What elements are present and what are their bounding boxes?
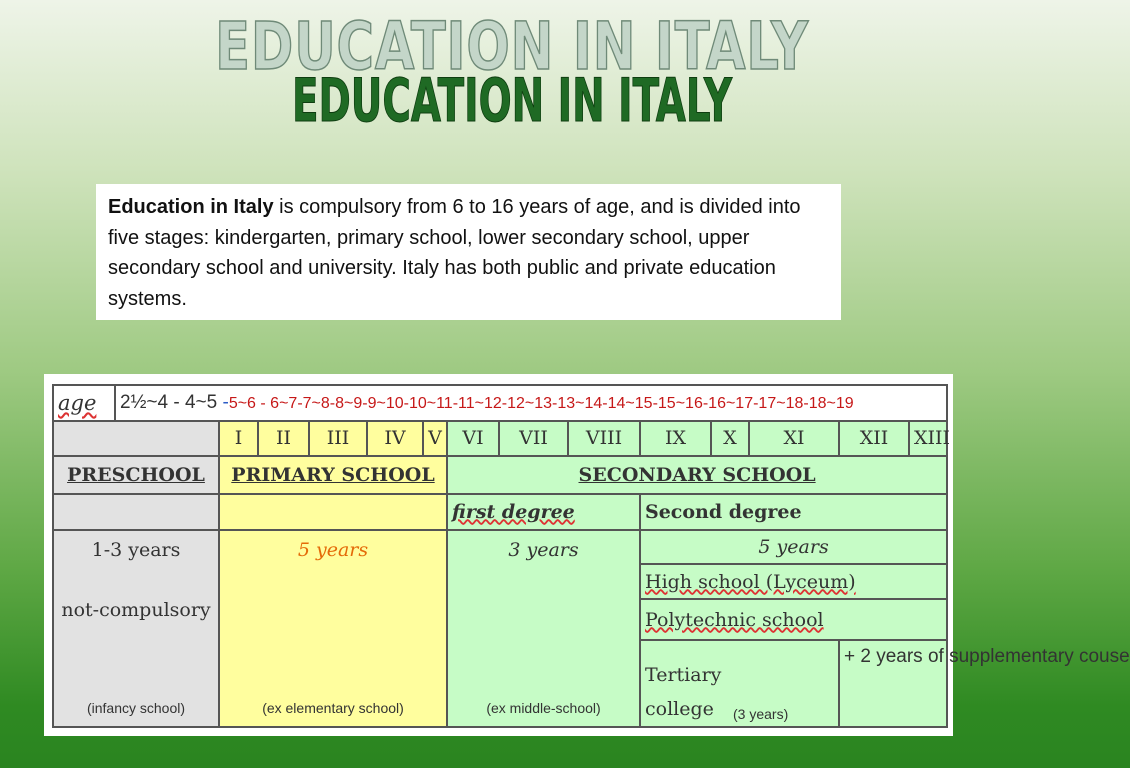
year-XII: XII xyxy=(839,421,909,456)
primary-duration: 5 years xyxy=(297,538,369,561)
education-table xyxy=(52,384,1130,728)
preschool-years: 1-3 years xyxy=(91,538,181,561)
intro-bold: Education in Italy xyxy=(108,196,274,218)
preschool-header: PRESCHOOL xyxy=(53,456,219,494)
intro-text: is compulsory from 6 to 16 years of age, and is divided into five stages: kindergarten, primary school, lower secondary school, upper secondary school and university. Italy has both public and private education systems. xyxy=(108,196,801,310)
primary-details xyxy=(219,530,447,727)
primary-school-header: PRIMARY SCHOOL xyxy=(219,456,447,494)
education-table-frame xyxy=(44,374,1130,736)
year-I: I xyxy=(219,421,258,456)
preschool-details xyxy=(53,530,219,727)
year-IV: IV xyxy=(367,421,423,456)
first-degree-duration: 3 years xyxy=(508,538,579,561)
year-X: X xyxy=(711,421,749,456)
page-title: EDUCATION IN ITALY xyxy=(291,66,733,136)
age-dash: - xyxy=(217,391,229,413)
age-label-cell xyxy=(53,385,115,421)
intro-box xyxy=(96,184,841,320)
tertiary-label: Tertiary college xyxy=(645,664,722,720)
second-degree-duration: 5 years xyxy=(640,530,947,565)
first-degree-details xyxy=(447,530,640,727)
ex-elementary: (ex elementary school) xyxy=(262,700,404,716)
primary-blank xyxy=(219,494,447,530)
year-VIII: VIII xyxy=(568,421,640,456)
first-degree-label: first degree xyxy=(452,500,575,523)
year-V: V xyxy=(423,421,447,456)
infancy-school: (infancy school) xyxy=(86,699,186,716)
age-range-cell xyxy=(115,385,947,421)
year-VI: VI xyxy=(447,421,499,456)
year-XIII: XIII xyxy=(909,421,947,456)
year-III: III xyxy=(309,421,367,456)
first-degree-header xyxy=(447,494,640,530)
preschool-blank xyxy=(53,494,219,530)
year-blank-cell xyxy=(53,421,219,456)
high-school xyxy=(640,564,947,599)
polytechnic-label: Polytechnic school xyxy=(645,608,824,631)
tertiary-college xyxy=(640,640,839,727)
year-XI: XI xyxy=(749,421,839,456)
second-degree-header: Second degree xyxy=(640,494,947,530)
age-school-range: 5~6 - 6~7-7~8-8~9-9~10-10~11-11~12-12~13-13~14-14~15-15~16-16~17-17~18-18~19 xyxy=(228,394,854,412)
tertiary-duration: (3 years) xyxy=(733,706,789,722)
title-area xyxy=(0,0,1024,140)
year-II: II xyxy=(258,421,309,456)
not-compulsory: not-compulsory xyxy=(61,599,211,622)
title-shadow: EDUCATION IN ITALY xyxy=(215,8,809,85)
ex-middle-school: (ex middle-school) xyxy=(486,700,601,716)
secondary-school-header: SECONDARY SCHOOL xyxy=(447,456,947,494)
year-IX: IX xyxy=(640,421,711,456)
polytechnic-school xyxy=(640,599,947,640)
age-preschool-range: 2½~4 - 4~5 xyxy=(120,391,218,413)
year-VII: VII xyxy=(499,421,568,456)
supplementary-course: + 2 years of supplementary couse xyxy=(839,640,947,727)
age-label: age xyxy=(58,390,97,415)
high-school-label: High school (Lyceum) xyxy=(645,570,856,593)
